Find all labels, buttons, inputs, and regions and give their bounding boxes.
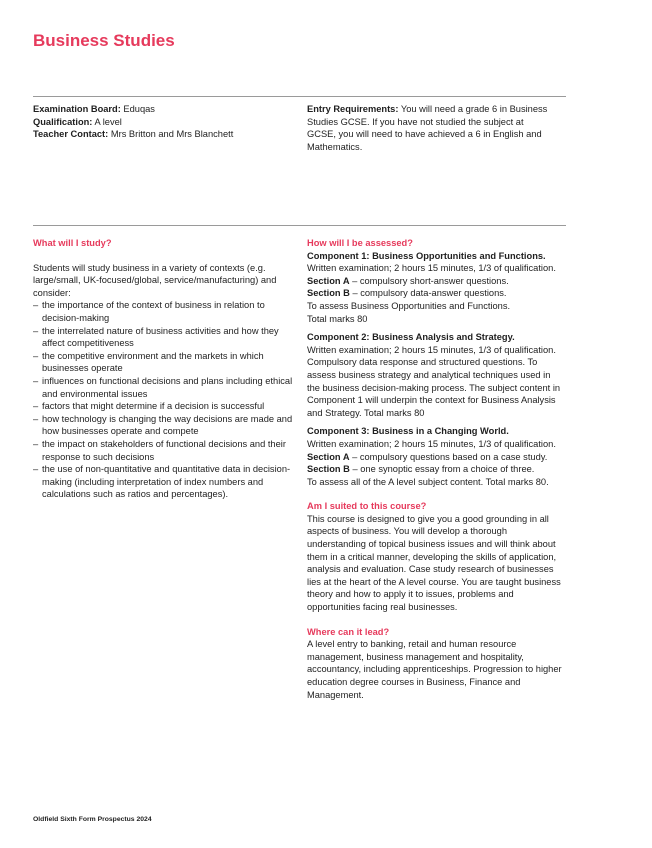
qualification-line (33, 116, 288, 129)
exam-board-value: Eduqas (120, 104, 155, 114)
suited-heading: Am I suited to this course? (307, 501, 427, 512)
component-3-assess: To assess all of the A level subject content. Total marks 80. (307, 476, 549, 487)
teacher-label: Teacher Contact: (33, 129, 109, 140)
page-title: Business Studies (33, 31, 175, 50)
lead-text: A level entry to banking, retail and human resource management, business management and hospitality, accountancy, including apprenticeships. Progression to higher education degree courses in Business, Finance and Management. (307, 639, 562, 700)
section-b-text: – compulsory data-answer questions. (349, 288, 507, 299)
teacher-value: Mrs Britton and Mrs Blanchett (108, 129, 234, 140)
list-item: – the competitive environment and the markets in which businesses operate (33, 350, 295, 375)
component-3-title: Component 3: Business in a Changing World. (307, 426, 509, 437)
component-1-assess: To assess Business Opportunities and Functions. (307, 300, 511, 311)
component-3-section-a (307, 451, 565, 464)
study-list (33, 299, 295, 501)
lead-heading: Where can it lead? (307, 626, 390, 637)
list-item: – the use of non-quantitative and quantitative data in decision-making (including interpretation of index numbers and calculations such as ratios and percentages). (33, 463, 295, 501)
middle-divider (33, 225, 566, 226)
component-3-section-b (307, 463, 565, 476)
section-b-label: Section B (307, 464, 350, 475)
course-info (33, 103, 288, 141)
entry-text: You will need a grade 6 in Business Studies GCSE. If you have not studied the subject at GCSE, you will need to have achieved a 6 in English and Mathematics. (307, 104, 548, 152)
top-divider (33, 96, 566, 97)
suited-text: This course is designed to give you a good grounding in all aspects of business. You will develop a thorough understanding of topical business issues and will think about them in a critical manner, developing the skills of application, analysis and evaluation. Case study research of businesses lies at the heart of the A level course. You are taught business theory and how to apply it to issues, problems and opportunities facing real businesses. (307, 513, 561, 613)
list-item: – how technology is changing the way decisions are made and how businesses operate and compete (33, 413, 295, 438)
qualification-label: Qualification: (33, 116, 93, 127)
component-1-exam: Written examination; 2 hours 15 minutes, 1/3 of qualification. (307, 263, 556, 274)
footer-text: Oldfield Sixth Form Prospectus 2024 (33, 816, 152, 823)
section-a-label: Section A (307, 275, 350, 286)
assessment-heading: How will I be assessed? (307, 238, 413, 248)
list-item: – the importance of the context of business in relation to decision-making (33, 299, 295, 324)
section-a-text: – compulsory short-answer questions. (349, 275, 509, 286)
qualification-value: A level (92, 116, 122, 127)
study-heading: What will I study? (33, 238, 112, 248)
component-2-text: Written examination; 2 hours 15 minutes, 1/3 of qualification. Compulsory data response and structured questions. To assess business strategy and analytical techniques used in the business decision-making process. The subject content in Component 1 will underpin the context for Business Analysis and Strategy. Total marks 80 (307, 344, 561, 418)
exam-board-line (33, 103, 288, 116)
list-item: – factors that might determine if a decision is successful (33, 400, 295, 413)
component-2-title: Component 2: Business Analysis and Strategy. (307, 332, 515, 343)
component-1-marks: Total marks 80 (307, 313, 368, 324)
study-section (33, 237, 295, 501)
section-a-label: Section A (307, 451, 350, 462)
section-b-text: – one synoptic essay from a choice of three. (349, 464, 535, 475)
list-item: – the impact on stakeholders of functional decisions and their response to such decisions (33, 438, 295, 463)
entry-label: Entry Requirements: (307, 104, 399, 114)
section-b-label: Section B (307, 288, 350, 299)
study-intro: Students will study business in a variety of contexts (e.g. large/small, UK-focused/global, service/manufacturing) and consider: (33, 262, 277, 298)
exam-board-label: Examination Board: (33, 104, 121, 114)
component-1-section-b (307, 287, 565, 300)
assessment-column (307, 237, 565, 701)
entry-requirements (307, 103, 555, 153)
component-1-title: Component 1: Business Opportunities and Functions. (307, 250, 546, 261)
section-a-text: – compulsory questions based on a case study. (349, 451, 548, 462)
teacher-line (33, 128, 288, 141)
component-3-exam: Written examination; 2 hours 15 minutes, 1/3 of qualification. (307, 438, 556, 449)
component-1-section-a (307, 275, 565, 288)
list-item: – influences on functional decisions and plans including ethical and environmental issues (33, 375, 295, 400)
list-item: – the interrelated nature of business activities and how they affect competitiveness (33, 325, 295, 350)
